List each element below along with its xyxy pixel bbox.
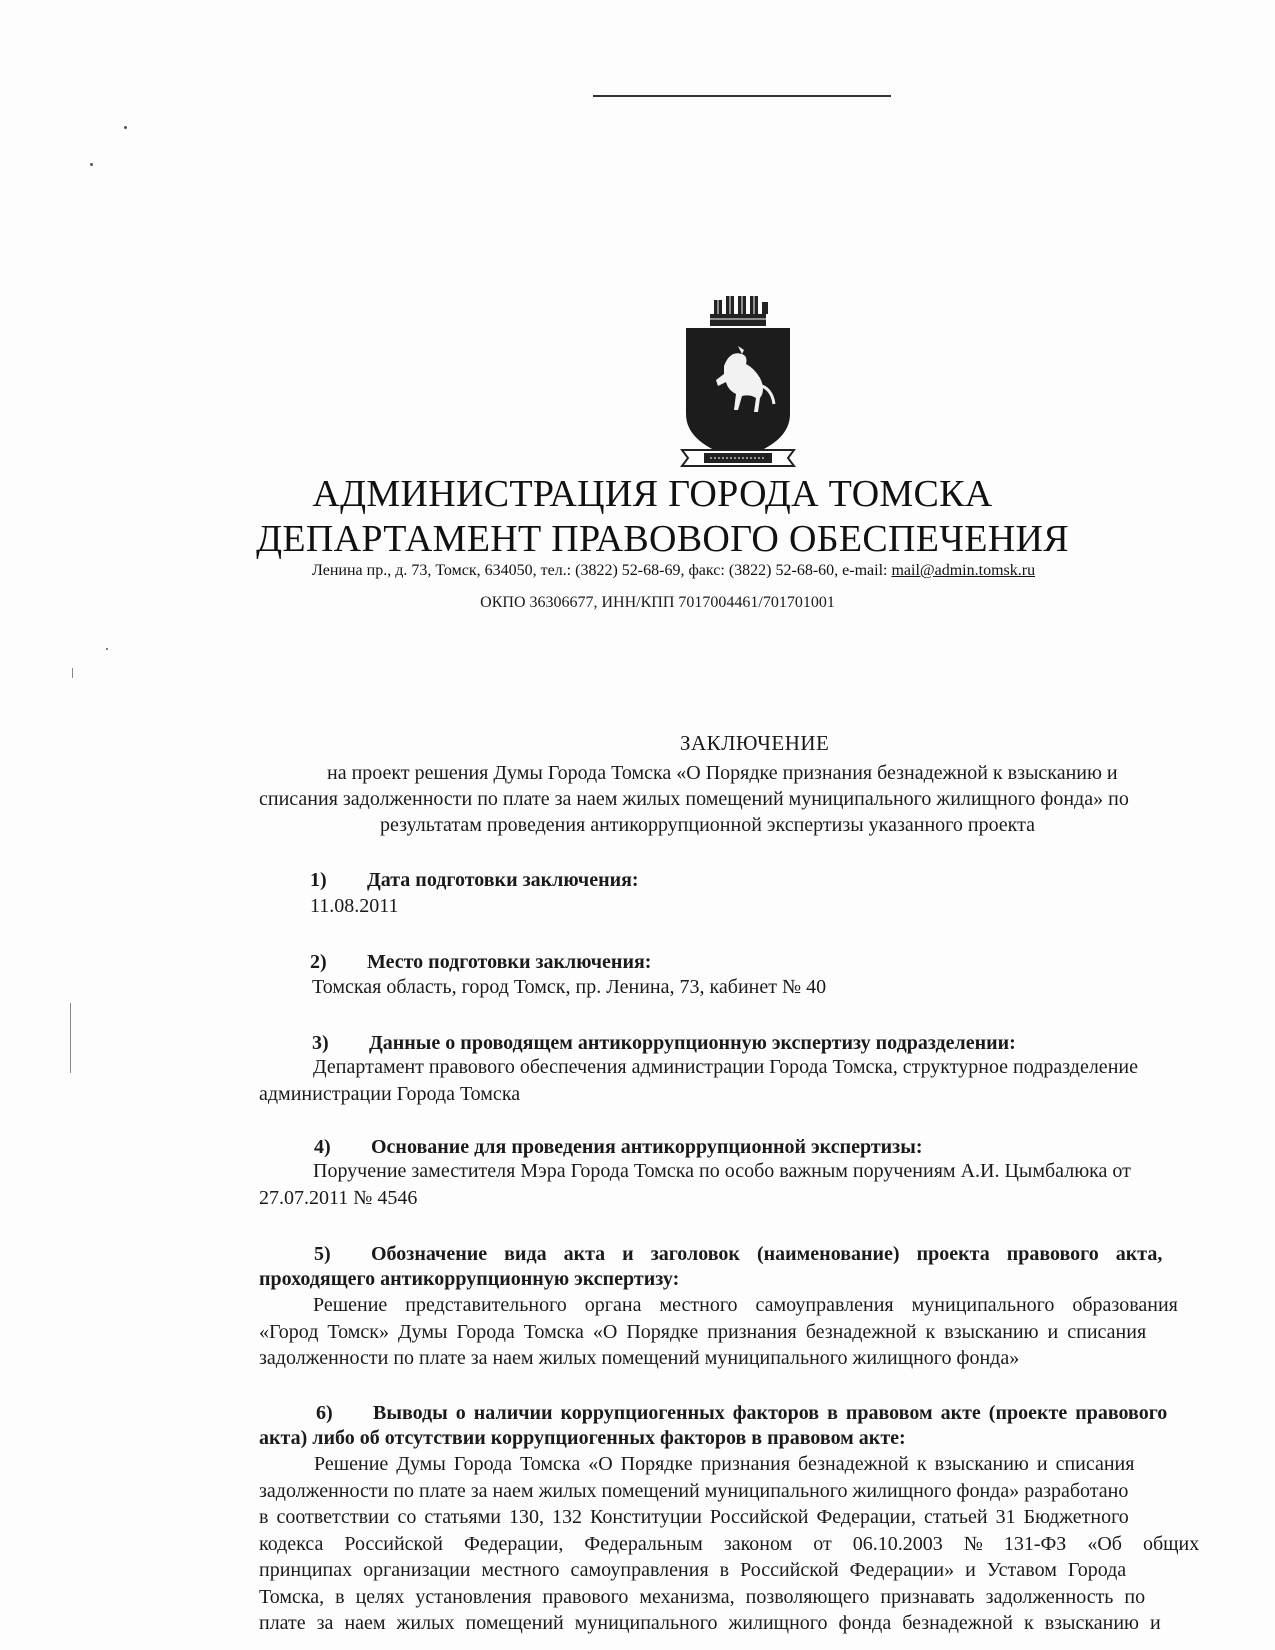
document-title: ЗАКЛЮЧЕНИЕ xyxy=(680,731,830,755)
section-text: 27.07.2011 № 4546 xyxy=(259,1187,418,1209)
section-text: администрации Города Томска xyxy=(259,1083,521,1105)
org-name-line1: АДМИНИСТРАЦИЯ ГОРОДА ТОМСКА xyxy=(312,473,993,515)
section-heading-text: Место подготовки заключения: xyxy=(367,951,652,973)
contact-info xyxy=(312,562,1035,580)
section-number: 3) xyxy=(312,1032,329,1054)
section-heading xyxy=(314,1241,1162,1267)
contact-address: Ленина пр., д. 73, Томск, 634050, тел.: (3822) 52-68-69, факс: (3822) 52-68-60, e-mail: xyxy=(312,562,892,579)
section-text: 11.08.2011 xyxy=(310,895,399,917)
section-heading xyxy=(312,1030,1016,1056)
scan-speck xyxy=(124,126,127,129)
section-text: Решение Думы Города Томска «О Порядке признания безнадежной к взысканию и списания xyxy=(314,1453,1135,1475)
section-text: в соответствии со статьями 130, 132 Конституции Российской Федерации, статьей 31 Бюджетного xyxy=(259,1506,1129,1528)
section-heading xyxy=(316,1400,1167,1426)
section-text: Томска, в целях установления правового механизма, позволяющего признавать задолженность по xyxy=(259,1586,1146,1608)
scan-speck xyxy=(90,163,93,166)
section-heading-text: Основание для проведения антикоррупционной экспертизы: xyxy=(371,1136,923,1158)
document-subtitle-line: результатам проведения антикоррупционной экспертизы указанного проекта xyxy=(380,814,1035,836)
scan-margin-mark xyxy=(72,668,73,678)
section-text: кодекса Российской Федерации, Федеральным законом от 06.10.2003 № 131-ФЗ «Об общих xyxy=(259,1533,1200,1555)
section-heading-text: Дата подготовки заключения: xyxy=(367,869,639,891)
section-heading xyxy=(314,1134,922,1160)
section-text: Департамент правового обеспечения администрации Города Томска, структурное подразделение xyxy=(313,1056,1138,1078)
section-text: «Город Томск» Думы Города Томска «О Порядке признания безнадежной к взысканию и списания xyxy=(259,1321,1147,1343)
tomsk-coat-of-arms-icon xyxy=(680,294,796,474)
section-heading-text: проходящего антикоррупционную экспертизу: xyxy=(259,1268,680,1290)
section-text: принципах организации местного самоуправления в Российской Федерации» и Уставом Города xyxy=(259,1559,1127,1581)
section-number: 1) xyxy=(310,869,327,891)
section-number: 2) xyxy=(310,951,327,973)
section-text: задолженности по плате за наем жилых помещений муниципального жилищного фонда» разработано xyxy=(259,1480,1129,1502)
section-text: Томская область, город Томск, пр. Ленина, 73, кабинет № 40 xyxy=(312,976,827,998)
section-heading xyxy=(310,949,651,975)
section-heading-text: Выводы о наличии коррупциогенных факторов в правовом акте (проекте правового xyxy=(373,1402,1168,1424)
section-text: плате за наем жилых помещений муниципального жилищного фонда безнадежной к взысканию и xyxy=(259,1612,1161,1634)
scan-margin-mark xyxy=(70,1003,71,1073)
registration-codes: ОКПО 36306677, ИНН/КПП 7017004461/701701001 xyxy=(480,594,835,611)
section-number: 4) xyxy=(314,1136,331,1158)
email-link[interactable]: mail@admin.tomsk.ru xyxy=(891,562,1036,579)
document-subtitle-line: списания задолженности по плате за наем жилых помещений муниципального жилищного фонда» по xyxy=(259,788,1129,810)
top-rule xyxy=(593,95,891,97)
section-heading-text: Данные о проводящем антикоррупционную экспертизу подразделении: xyxy=(369,1032,1016,1054)
scan-speck xyxy=(106,648,108,650)
section-number: 6) xyxy=(316,1402,333,1424)
section-heading-text: акта) либо об отсутствии коррупциогенных факторов в правовом акте: xyxy=(259,1427,906,1449)
section-heading-text: Обозначение вида акта и заголовок (наименование) проекта правового акта, xyxy=(371,1243,1163,1265)
section-text: Решение представительного органа местного самоуправления муниципального образования xyxy=(313,1294,1178,1316)
document-subtitle-line: на проект решения Думы Города Томска «О Порядке признания безнадежной к взысканию и xyxy=(327,762,1118,784)
section-heading xyxy=(310,867,639,893)
section-number: 5) xyxy=(314,1243,331,1265)
section-text: Поручение заместителя Мэра Города Томска по особо важным поручениям А.И. Цымбалюка от xyxy=(313,1160,1131,1182)
org-name-line2: ДЕПАРТАМЕНТ ПРАВОВОГО ОБЕСПЕЧЕНИЯ xyxy=(256,518,1069,560)
section-text: задолженности по плате за наем жилых помещений муниципального жилищного фонда» xyxy=(259,1347,1020,1369)
